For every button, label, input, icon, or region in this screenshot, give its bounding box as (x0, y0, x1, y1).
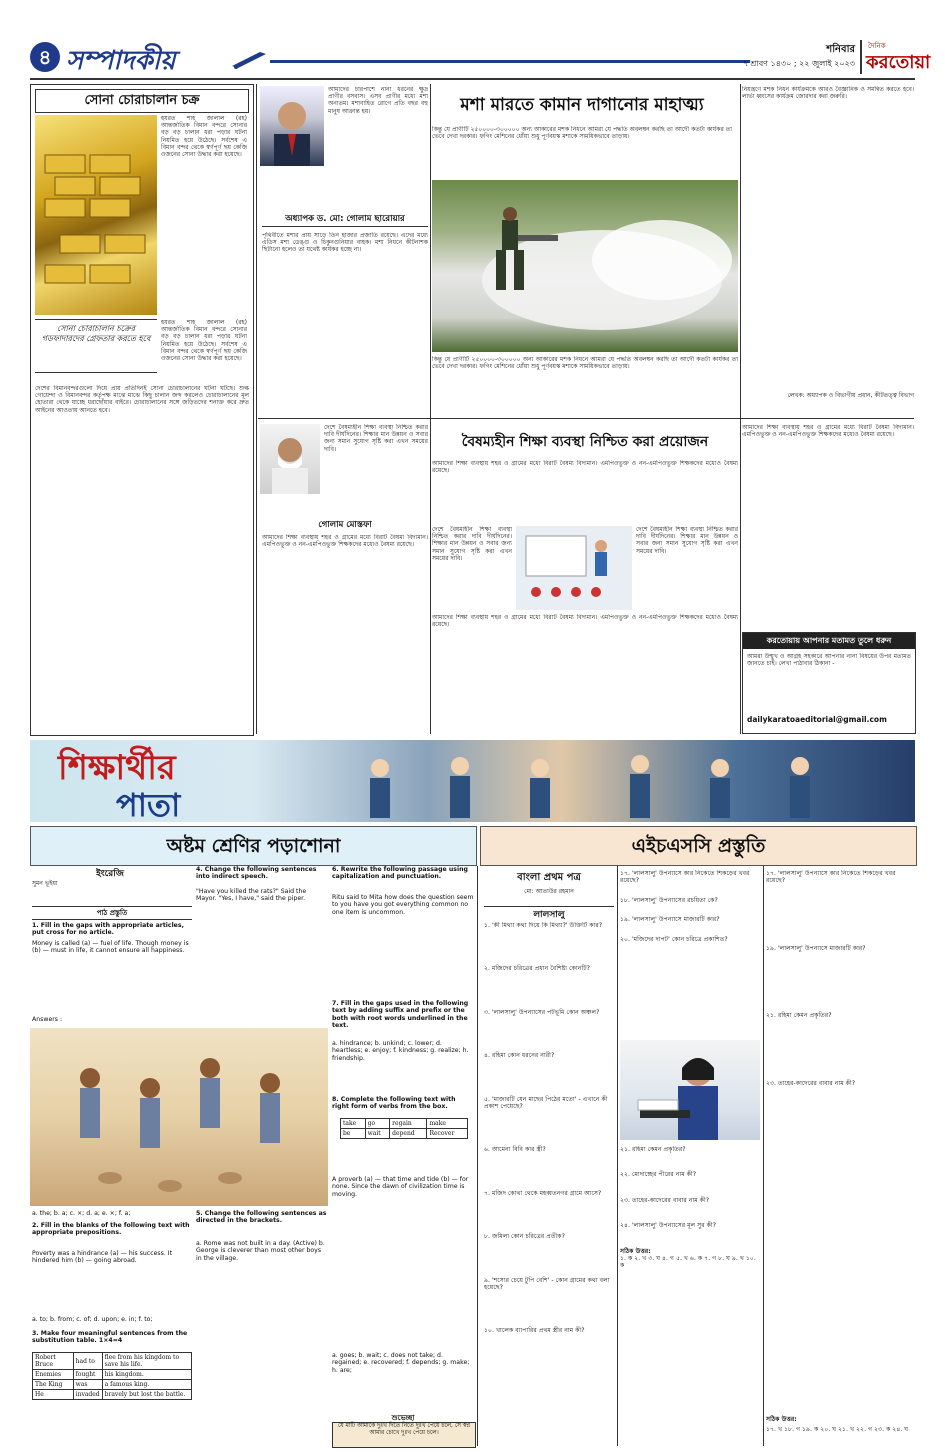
table-cell: Enemies (33, 1370, 74, 1380)
hsc-right-column (766, 870, 914, 1410)
table-cell: his kingdom. (102, 1370, 191, 1380)
list-item: ২০. 'মজিদের দাপট' কোন চরিত্রে প্রকাশিত? (620, 935, 728, 943)
table-cell: depend (390, 1129, 427, 1139)
table-cell: He (33, 1390, 74, 1400)
section-title: সম্পাদকীয় (66, 46, 176, 76)
table-cell: bravely but lost the battle. (102, 1390, 191, 1400)
class8-lesson-title: পাঠ প্রস্তুতি (32, 906, 192, 920)
answer-key-label: সঠিক উত্তর: (620, 1247, 651, 1255)
verb-box-table (340, 1118, 468, 1139)
editorial-body: দেশের বিমানবন্দরগুলো দিয়ে প্রায় প্রতিদিনই সোনা চোরাচালানের ঘটনা ঘটছে। শুল্ক গোয়েন্দা ও বিমানবন্দর কর্তৃপক্ষ মাঝে মাঝে কিছু চালান জব্দ করলেও চোরাচালানের মূল হোতারা থেকে যাচ্ছে ধরাছোঁয়ার বাইরে। চোরাচালানের সঙ্গে জড়িতদের শনাক্ত করে দ্রুত আইনের আওতায় আনতে হবে। (35, 385, 249, 414)
class8-q7-answers: a. hindrance; b. unkind; c. lower; d. heartless; e. enjoy; f. kindness; g. realize; h. friendship. (332, 1040, 469, 1062)
table-cell: be (341, 1129, 366, 1139)
class8-q6: 6. Rewrite the following passage using capitalization and punctuation. (332, 866, 468, 881)
divider (430, 84, 431, 734)
class8-q1-text: Money is called (a) — fuel of life. Though money is (b) — must in life, it cannot ensure all happiness. (32, 940, 189, 955)
table-row (341, 1119, 468, 1129)
edu-body-left: আমাদের শিক্ষা ব্যবস্থায় শহর ও গ্রামের মধ্যে বিরাট বৈষম্য বিদ্যমান। এমপিওভুক্ত ও নন-এমপিওভুক্ত শিক্ষকদের মধ্যেও বৈষম্য রয়েছে। (262, 534, 428, 549)
edu-body-photo-right: দেশে বৈষম্যহীন শিক্ষা ব্যবস্থা নিশ্চিত করার দাবি দীর্ঘদিনের। শিক্ষার মান উন্নয়ন ও সবার জন্য সমান সুযোগ সৃষ্টি করা এখন সময়ের দাবি। (636, 526, 738, 555)
banner-students-image (340, 746, 900, 818)
mosquito-body-bottom: কিন্তু যে প্রাণীটি ২৫০০০০-৩০০০০০ অন্য আকারের মশক নিধনে আমরা যে পদ্ধতি অবলম্বন করছি তা আদৌ কতটা কার্যকর তা ভেবে দেখা দরকার। ফগিং মেশিনের ধোঁয়া শুধু পূর্ণবয়স্ক মশাকে সাময়িকভাবে তাড়ায়। (432, 356, 738, 371)
edu-body-mid: আমাদের শিক্ষা ব্যবস্থায় শহর ও গ্রামের মধ্যে বিরাট বৈষম্য বিদ্যমান। এমপিওভুক্ত ও নন-এমপিওভুক্ত শিক্ষকদের মধ্যেও বৈষম্য রয়েছে। (432, 460, 738, 475)
class8-header: অষ্টম শ্রেণির পড়াশোনা (30, 826, 477, 866)
class8-q5-text: a. Rome was not built in a day. (Active) b. George is cleverer than most other boys in the village. (196, 1240, 325, 1262)
editorial-gold (30, 84, 254, 736)
list-item: ২. মজিদের চরিত্রের প্রধান বৈশিষ্ট্য কোনটি? (484, 965, 590, 973)
class8-q8: 8. Complete the following text with right form of verbs from the box. (332, 1096, 456, 1111)
table-cell: was (73, 1380, 102, 1390)
letters-box-title: করতোয়ায় আপনার মতামত তুলে ধরুন (743, 633, 915, 649)
col2-body: পৃথিবীতে মশার প্রায় সাড়ে তিন হাজার প্রজাতি রয়েছে। এদের মধ্যে এডিস মশা ডেঙ্গু ও চিকুনগুনিয়ার বাহক। মশা নিধনে কীটনাশক ছিটানো হলেও তা যথেষ্ট কার্যকর হচ্ছে না। (262, 232, 428, 254)
substitution-table (32, 1352, 192, 1400)
col2-rule (262, 226, 428, 227)
greeting-box: যে মাটি আমাকে দুঃখ দিতে নিতে দুঃখ পেয়ে চলে, সে স্বপ্ন আমার চোখে দুঃখ পেয়ে চলে। (332, 1422, 476, 1448)
hsc-teacher: মো: আতাউর রহমান (524, 888, 574, 895)
edu-author: গোলাম মোস্তফা (318, 520, 372, 530)
masthead (30, 40, 931, 78)
table-row (33, 1353, 192, 1370)
editorial-side-text: হযরত শাহ জালাল (রহ) আন্তর্জাতিক বিমান বন্দরে সোনার বড় বড় চালান ধরা পড়ার ঘটনা নিয়মিত হয়ে উঠেছে। সর্বশেষ এ বিমান বন্দর থেকে স্বর্ণপূর্ণ ছয় কেজি ওজনের সোনা উদ্ধার করা হয়েছে। (161, 319, 247, 363)
list-item: ১৭. 'লালসালু' উপন্যাসে কার নিকেতে শিকড়ের খবর রয়েছে? (766, 870, 896, 885)
class8-illustration (30, 1028, 328, 1206)
letters-box (742, 632, 916, 734)
page-number-badge: ৪ (30, 42, 60, 72)
divider (763, 866, 764, 1446)
hsc-questions-list-2 (620, 870, 760, 1036)
banner-title-1: শিক্ষার্থীর (58, 748, 176, 788)
gold-bars-photo (35, 115, 157, 315)
list-item: ৯. 'শস্যের চেয়ে টুপি বেশি' - কোন গ্রামের কথা বলা হয়েছে? (484, 1276, 610, 1292)
class8-subject: ইংরেজি (96, 869, 124, 879)
class8-answers-label: Answers : (32, 1016, 63, 1023)
table-cell: invaded (73, 1390, 102, 1400)
class8-teacher: সুমন ভূইয়া (32, 880, 58, 887)
list-item: ৮. জমিলা কোন চরিত্রের প্রতীক? (484, 1233, 565, 1241)
class8-q2-text: Poverty was a hindrance (a) — his success. It hindered him (b) — going abroad. (32, 1250, 173, 1265)
class8-q6-text: Ritu said to Mita how does the question seem to you have you got everything common no one item is uncommon. (332, 894, 474, 916)
divider (617, 866, 618, 1446)
list-item: ১৯. 'লালসালু' উপন্যাসে মাজারটি কার? (620, 916, 720, 924)
hsc-questions-list-3 (620, 1146, 760, 1406)
masthead-divider (860, 40, 862, 74)
masthead-bottom-rule (30, 78, 915, 80)
author-photo-2 (260, 424, 320, 494)
list-item: ২৪. 'লালসালু' উপন্যাসের মূল সুর কী? (620, 1222, 716, 1230)
table-cell: flee from his kingdom to save his life. (102, 1353, 191, 1370)
list-item: ১৮. 'লালসালু' উপন্যাসের রচয়িতা কে? (620, 896, 718, 904)
list-item: ৪. রহিমা কোন ধরনের নারী? (484, 1052, 555, 1060)
pullquote-box: সোনা চোরাচালান চক্রের গডফাদারদের গ্রেফতার করতে হবে (35, 319, 157, 373)
letters-box-body: আমরা উন্মুখ ও আগ্রহ সহকারে আপনার নানা বিষয়ের উপর মতামত জানতে চাই। লেখা পাঠাবার ঠিকানা - (747, 653, 911, 668)
student-photo (620, 1040, 760, 1140)
table-cell: Recover (427, 1129, 468, 1139)
list-item: ২২. মোদাচ্ছের পীরের নাম কী? (620, 1171, 696, 1179)
masthead-day: শনিবার (826, 44, 855, 55)
class8-q3: 3. Make four meaningful sentences from the substitution table. 1×4=4 (32, 1330, 188, 1345)
pen-icon (230, 48, 270, 74)
answer-key: ১. ক ২. খ ৩. ঘ ৪. গ ৫. খ ৬. ক ৭. গ ৮. ঘ ৯. খ ১০. ক (620, 1255, 756, 1270)
table-cell: Robert Bruce (33, 1353, 74, 1370)
author-photo-1 (260, 86, 324, 166)
top-section-rule (258, 418, 914, 419)
student-page-banner (30, 740, 915, 822)
list-item: ২৩. তাহের-কাদেরের বাবার নাম কী? (766, 1079, 856, 1087)
list-item: ২১. রহিমা কেমন প্রকৃতির? (766, 1012, 832, 1020)
list-item: ২১. রহিমা কেমন প্রকৃতির? (620, 1146, 686, 1153)
class8-q1-answers: a. the; b. a; c. ×; d. a; e. ×; f. a; (32, 1210, 131, 1217)
list-item: ২৩. তাহের-কাদেরের বাবার নাম কী? (620, 1196, 710, 1204)
list-item: ৭. মজিদ কোথা থেকে মহব্বতনগর গ্রামে আসে? (484, 1189, 602, 1197)
hsc-answer-key-2: ১৭. খ ১৮. গ ১৯. ক ২০. ঘ ২১. খ ২২. গ ২৩. ক ২৪. ঘ (766, 1426, 909, 1433)
table-cell: The King (33, 1380, 74, 1390)
table-cell: fought (73, 1370, 102, 1380)
list-item: ১০. খালেক ব্যাপারির প্রথম স্ত্রীর নাম কী? (484, 1327, 585, 1335)
list-item: ১. 'কী মিথ্যা কথা দিয়ে কি মিথ্যা?' উক্তিটি কার? (484, 922, 603, 929)
hsc-answer-key-2-label: সঠিক উত্তর: (766, 1416, 797, 1423)
editorial-lead-text: হযরত শাহ জালাল (রহ) আন্তর্জাতিক বিমান বন্দরে সোনার বড় বড় চালান ধরা পড়ার ঘটনা নিয়মিত হয়ে উঠেছে। সর্বশেষ এ বিমান বন্দর থেকে স্বর্ণপূর্ণ ছয় কেজি ওজনের সোনা উদ্ধার করা হয়েছে। (161, 115, 247, 159)
list-item: ১৭. 'লালসালু' উপন্যাসে কার নিকেতে শিকড়ের খবর রয়েছে? (620, 870, 750, 885)
table-row (33, 1390, 192, 1400)
list-item: ৫. 'মাজারটি যেন মাছের পিঠের মতো' - এখানে কী প্রকাশ পেয়েছে? (484, 1095, 608, 1111)
divider (740, 84, 741, 734)
table-cell: take (341, 1119, 366, 1129)
banner-title-2: পাতা (116, 786, 181, 824)
class8-q4: 4. Change the following sentences into indirect speech. (196, 866, 317, 881)
table-row (341, 1129, 468, 1139)
class8-q1: 1. Fill in the gaps with appropriate articles, put cross for no article. (32, 922, 184, 937)
hsc-questions-list (484, 922, 614, 1442)
edu-title: বৈষম্যহীন শিক্ষা ব্যবস্থা নিশ্চিত করা প্রয়োজন (461, 434, 709, 450)
fogging-photo (432, 180, 738, 352)
hsc-topic: লালসালু (484, 906, 614, 922)
class8-q7: 7. Fill in the gaps used in the following text by adding suffix and prefix or the both with root words underlined in the text. (332, 1000, 469, 1030)
hsc-subject: বাংলা প্রথম পত্র (517, 872, 581, 883)
edu-body-photo-left: দেশে বৈষম্যহীন শিক্ষা ব্যবস্থা নিশ্চিত করার দাবি দীর্ঘদিনের। শিক্ষার মান উন্নয়ন ও সবার জন্য সমান সুযোগ সৃষ্টি করা এখন সময়ের দাবি। (432, 526, 512, 562)
divider (477, 866, 478, 1446)
paper-prefix: দৈনিক (868, 42, 886, 50)
table-cell: go (365, 1119, 389, 1129)
col2-intro: আমাদের চারপাশে নানা ধরনের ক্ষুদ্র প্রাণীর বসবাস। এসব প্রাণীর মধ্যে মশা অন্যতম। মশাবাহিত রোগে প্রতি বছর বহু মানুষ আক্রান্ত হয়। (328, 86, 428, 115)
col4-author-credit: লেখক: অধ্যাপক ও বিভাগীয় প্রধান, কীটতত্ত্ব বিভাগ (787, 392, 914, 399)
col2-author: অধ্যাপক ড. মো: গোলাম ছারোয়ার (285, 214, 405, 224)
table-cell: regain (390, 1119, 427, 1129)
paper-name: করতোয়া (866, 52, 931, 73)
list-item: ৩. 'লালসালু' উপন্যাসের পটভূমি কোন অঞ্চল? (484, 1008, 600, 1016)
table-row (33, 1380, 192, 1390)
table-cell: wait (365, 1129, 389, 1139)
edu-intro: দেশে বৈষম্যহীন শিক্ষা ব্যবস্থা নিশ্চিত করার দাবি দীর্ঘদিনের। শিক্ষার মান উন্নয়ন ও সবার জন্য সমান সুযোগ সৃষ্টি করা এখন সময়ের দাবি। (324, 424, 428, 453)
hsc-header: এইচএসসি প্রস্তুতি (480, 826, 917, 866)
class8-q4-text: "Have you killed the rats?" Said the Mayor. "Yes, I have," said the piper. (196, 888, 307, 903)
editorial-title: সোনা চোরাচালান চক্র (35, 89, 249, 113)
class8-q2-answers: a. to; b. from; c. of; d. upon; e. in; f. to; (32, 1316, 153, 1323)
list-item: ৬. আমেনা বিবি কার স্ত্রী? (484, 1146, 546, 1154)
class8-q2: 2. Fill in the blanks of the following text with appropriate prepositions. (32, 1222, 190, 1237)
classroom-photo (516, 526, 632, 610)
table-cell: make (427, 1119, 468, 1129)
table-cell: had to (73, 1353, 102, 1370)
greeting-label: শুভেচ্ছা (391, 1414, 415, 1422)
col4-body: নিয়ন্ত্রণে মশক নিধন কার্যক্রমকে আরও বৈজ্ঞানিক ও সমন্বিত করতে হবে। লার্ভা ধ্বংসের কার্যক্রম জোরদার করা জরুরি। (742, 86, 914, 101)
divider (256, 84, 257, 734)
table-row (33, 1370, 192, 1380)
class8-q5: 5. Change the following sentences as directed in the brackets. (196, 1210, 327, 1225)
list-item: ১৯. 'লালসালু' উপন্যাসে মাজারটি কার? (766, 944, 866, 952)
class8-q8-text: A proverb (a) — that time and tide (b) — for none. Since the dawn of civilization time is moving. (332, 1176, 469, 1198)
masthead-date: ৭ শ্রাবণ ১৪৩০ ; ২২ জুলাই ২০২৩ (742, 59, 855, 68)
mosquito-body-top: কিন্তু যে প্রাণীটি ২৫০০০০-৩০০০০০ অন্য আকারের মশক নিধনে আমরা যে পদ্ধতি অবলম্বন করছি তা আদৌ কতটা কার্যকর তা ভেবে দেখা দরকার। ফগিং মেশিনের ধোঁয়া শুধু পূর্ণবয়স্ক মশাকে সাময়িকভাবে তাড়ায়। (432, 126, 732, 141)
class8-q8-answers: a. goes; b. wait; c. does not take; d. regained; e. recovered; f. depends; g. make; h. are; (332, 1352, 470, 1374)
letters-box-email[interactable]: dailykaratoaeditorial@gmail.com (747, 715, 887, 724)
mosquito-title: মশা মারতে কামান দাগানোর মাহাত্ম্য (460, 95, 704, 115)
table-cell: a famous king. (102, 1380, 191, 1390)
edu-body-bottom: আমাদের শিক্ষা ব্যবস্থায় শহর ও গ্রামের মধ্যে বিরাট বৈষম্য বিদ্যমান। এমপিওভুক্ত ও নন-এমপিওভুক্ত শিক্ষকদের মধ্যেও বৈষম্য রয়েছে। (432, 614, 738, 629)
col4-lower-body: আমাদের শিক্ষা ব্যবস্থায় শহর ও গ্রামের মধ্যে বিরাট বৈষম্য বিদ্যমান। এমপিওভুক্ত ও নন-এমপিওভুক্ত শিক্ষকদের মধ্যেও বৈষম্য রয়েছে। (742, 424, 914, 439)
